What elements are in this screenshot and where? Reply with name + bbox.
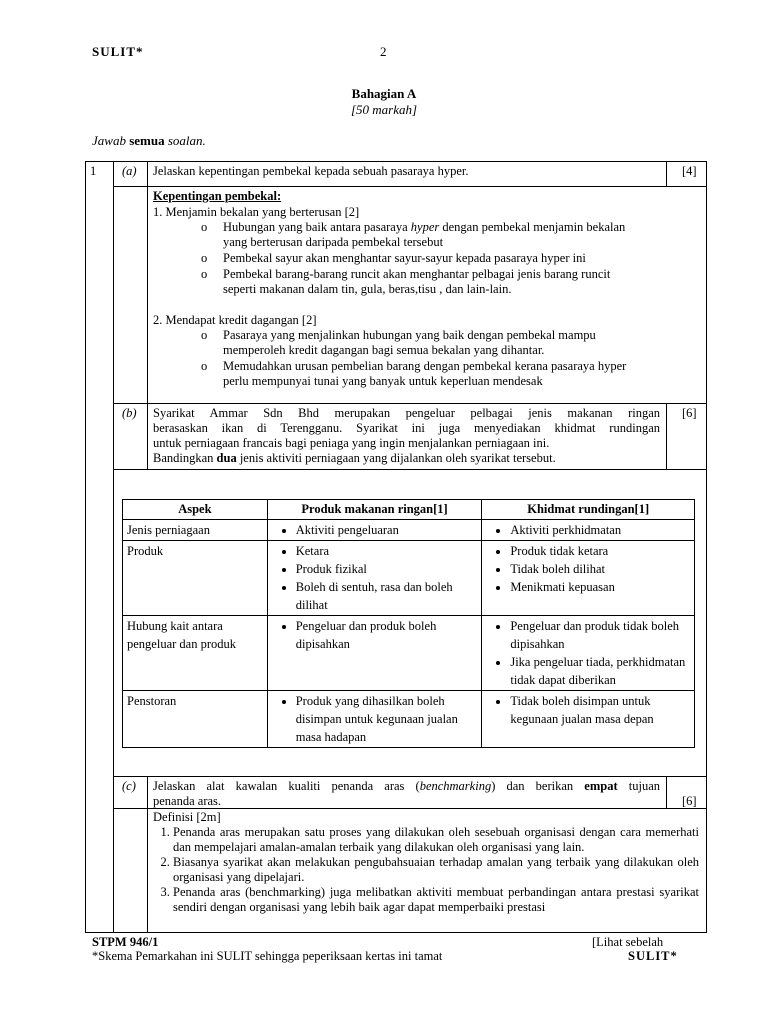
list-item: • Aktiviti pengeluaran — [296, 521, 478, 539]
table-header-row — [123, 500, 695, 520]
answer-a-p1-line: seperti makanan dalam tin, gula, beras,tisu , dan lain-lain. — [223, 282, 512, 296]
answer-c-item: 1. Penanda aras merupakan satu proses yang dilakukan oleh sesebuah organisasi dengan cara memerhati dan mempelajari amalan-amalan terbaik yang dilakukan oleh organisasi yang lain. — [173, 825, 699, 855]
header-sulit: SULIT* — [92, 44, 144, 59]
list-item: • Boleh di sentuh, rasa dan boleh dilihat — [296, 578, 478, 614]
row-divider — [113, 776, 707, 777]
part-b-label: (b) — [122, 406, 137, 420]
answer-c-item: 3. Penanda aras (benchmarking) juga melibatkan aktiviti membuat perbandingan antara prestasi syarikat sendiri dengan organisasi yang lebih baik agar dapat memperbaiki prestasi — [173, 885, 699, 915]
table-row — [123, 691, 695, 748]
list-item: • Produk tidak ketara — [510, 542, 690, 560]
instruction: Jawab semua soalan. — [92, 133, 206, 148]
table-row — [123, 616, 695, 691]
list-item: • Pengeluar dan produk tidak boleh dipisahkan — [510, 617, 690, 653]
row-divider — [113, 403, 707, 404]
part-c-question-line: penanda aras. — [153, 794, 222, 808]
cell-khidmat — [482, 541, 695, 616]
answer-a-p1-line: Pembekal barang-barang runcit akan menghantar pelbagai jenis barang runcit — [223, 267, 611, 281]
answer-a-p1-line: yang berterusan daripada pembekal tersebut — [223, 235, 444, 249]
cell-aspek: Jenis perniagaan — [123, 520, 268, 541]
page-number: 2 — [380, 44, 387, 59]
cell-produk — [267, 691, 482, 748]
part-c-marks: [6] — [682, 794, 697, 808]
answer-c-item: 2. Biasanya syarikat akan melakukan pengubahsuaian terhadap amalan yang terbaik yang dilakukan oleh organisasi yang dipelajari. — [173, 855, 699, 885]
table-row — [123, 541, 695, 616]
table-border-bottom — [85, 932, 707, 933]
list-item: • Ketara — [296, 542, 478, 560]
part-b-question-line: Bandingkan dua jenis aktiviti perniagaan yang dijalankan oleh syarikat tersebut. — [153, 451, 556, 465]
answer-a-point-2: 2. Mendapat kredit dagangan [2] — [153, 313, 317, 327]
part-a-label: (a) — [122, 164, 137, 178]
circle-bullet-icon: o — [201, 267, 208, 281]
list-item: • Tidak boleh disimpan untuk kegunaan jualan masa depan — [510, 692, 690, 728]
cell-khidmat — [482, 691, 695, 748]
table-row — [123, 520, 695, 541]
label-column-right — [147, 186, 148, 404]
question-number: 1 — [90, 164, 97, 178]
circle-bullet-icon: o — [201, 328, 208, 342]
row-divider — [113, 186, 707, 187]
circle-bullet-icon: o — [201, 220, 208, 234]
cell-khidmat — [482, 520, 695, 541]
answer-a-p2-line: Pasaraya yang menjalinkan hubungan yang baik dengan pembekal mampu — [223, 328, 596, 342]
answer-c-definisi: Definisi [2m] — [153, 810, 221, 824]
label-column-left — [113, 161, 114, 933]
cell-produk — [267, 520, 482, 541]
list-item: • Jika pengeluar tiada, perkhidmatan tidak dapat diberikan — [510, 653, 690, 689]
part-c-question-line: Jelaskan alat kawalan kualiti penanda aras (benchmarking) dan berikan empat tujuan — [153, 779, 660, 793]
answer-c-list — [153, 825, 699, 915]
part-b-question-line: Syarikat Ammar Sdn Bhd merupakan pengeluar pelbagai jenis makanan ringan — [153, 406, 660, 420]
list-item: • Produk fizikal — [296, 560, 478, 578]
answer-a-p1-line: Hubungan yang baik antara pasaraya hyper dengan pembekal menjamin bekalan — [223, 220, 626, 234]
marks-column — [666, 776, 667, 809]
row-divider — [113, 469, 707, 470]
part-b-marks: [6] — [682, 406, 697, 420]
part-b-question-line: berasaskan ikan di Terengganu. Syarikat ini juga menyediakan khidmat rundingan — [153, 421, 660, 435]
part-a-marks: [4] — [682, 164, 697, 178]
footer-exam-code: STPM 946/1 — [92, 935, 159, 949]
part-a-question: Jelaskan kepentingan pembekal kepada sebuah pasaraya hyper. — [153, 164, 469, 178]
part-c-label: (c) — [122, 779, 136, 793]
footer-turn-over: [Lihat sebelah — [592, 935, 664, 949]
list-item: • Produk yang dihasilkan boleh disimpan untuk kegunaan jualan masa hadapan — [296, 692, 478, 746]
header-khidmat: Khidmat rundingan[1] — [482, 500, 695, 520]
comparison-table — [122, 499, 695, 748]
cell-produk — [267, 541, 482, 616]
answer-a-p2-line: perlu mempunyai tunai yang banyak untuk keperluan mendesak — [223, 374, 543, 388]
table-border-right — [706, 161, 707, 933]
cell-aspek: Hubung kait antara pengeluar dan produk — [123, 616, 268, 691]
answer-a-p2-line: Memudahkan urusan pembelian barang dengan pembekal kerana pasaraya hyper — [223, 359, 627, 373]
header-aspek: Aspek — [123, 500, 268, 520]
list-item: • Menikmati kepuasan — [510, 578, 690, 596]
footer-sulit: SULIT* — [628, 949, 678, 963]
list-item: • Pengeluar dan produk boleh dipisahkan — [296, 617, 478, 653]
table-border-top — [85, 161, 707, 162]
answer-a-point-1: 1. Menjamin bekalan yang berterusan [2] — [153, 205, 360, 219]
circle-bullet-icon: o — [201, 251, 208, 265]
answer-a-p2-line: memperoleh kredit dagangan bagi semua bekalan yang dihantar. — [223, 343, 545, 357]
section-title: Bahagian A — [351, 86, 417, 101]
cell-produk — [267, 616, 482, 691]
cell-khidmat — [482, 616, 695, 691]
header-produk: Produk makanan ringan[1] — [267, 500, 482, 520]
marks-column — [666, 161, 667, 187]
label-column-right — [147, 161, 148, 187]
cell-aspek: Produk — [123, 541, 268, 616]
part-b-question-line: untuk perniagaan francais bagi peniaga yang ingin menjalankan perniagaan ini. — [153, 436, 550, 450]
list-item: • Aktiviti perkhidmatan — [510, 521, 690, 539]
footer-note: *Skema Pemarkahan ini SULIT sehingga peperiksaan kertas ini tamat — [92, 949, 443, 963]
answer-a-title: Kepentingan pembekal: — [153, 189, 282, 203]
answer-a-p1-line: Pembekal sayur akan menghantar sayur-sayur kepada pasaraya hyper ini — [223, 251, 586, 265]
circle-bullet-icon: o — [201, 359, 208, 373]
table-border-left — [85, 161, 86, 933]
label-column-right — [147, 776, 148, 933]
cell-aspek: Penstoran — [123, 691, 268, 748]
section-marks: [50 markah] — [350, 102, 418, 117]
marks-column — [666, 403, 667, 470]
label-column-right — [147, 403, 148, 470]
list-item: • Tidak boleh dilihat — [510, 560, 690, 578]
